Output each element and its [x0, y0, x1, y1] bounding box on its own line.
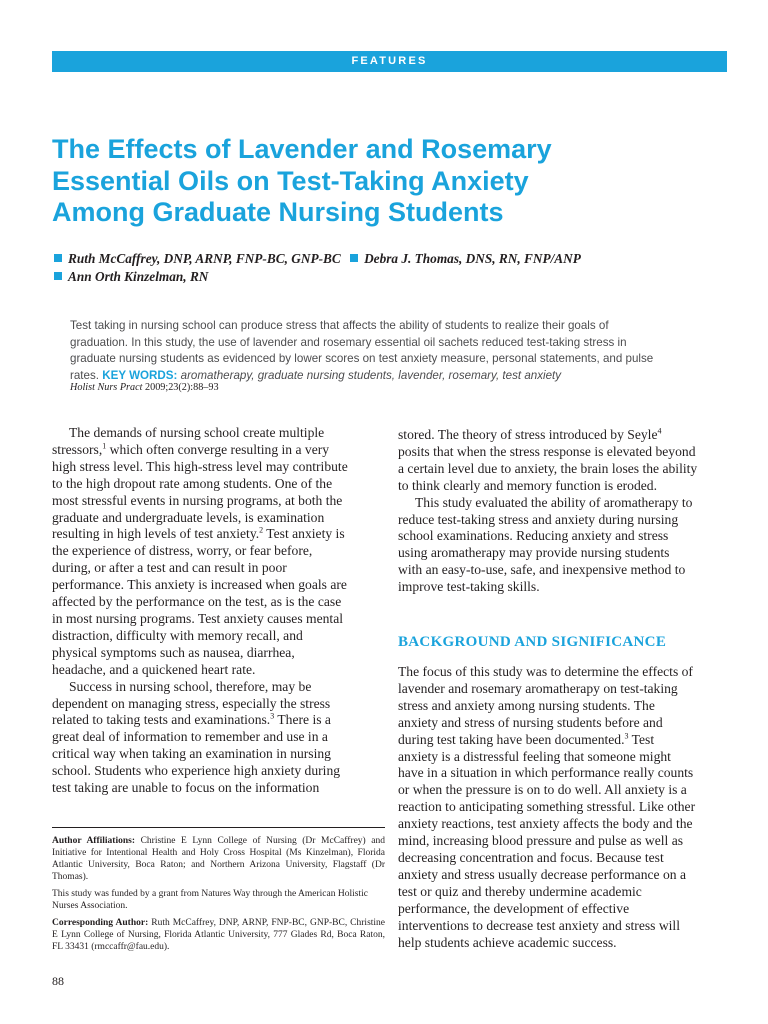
title-line: Essential Oils on Test-Taking Anxiety [52, 165, 529, 196]
body-line: during, or after a test and can result in poor [52, 560, 287, 576]
body-line: anxiety and stress usually decrease performance on a [398, 866, 686, 882]
abstract-line: graduation. In this study, the use of lavender and rosemary essential oil sachets reduced test-taking stress in [70, 335, 627, 349]
body-line: anxiety and stress of nursing students before and [398, 714, 663, 730]
reference-marker: 1 [102, 441, 107, 451]
title-line: Among Graduate Nursing Students [52, 197, 504, 227]
body-line: reaction to anticipating something stressful. Like other [398, 799, 696, 815]
journal-name: Holist Nurs Pract [70, 382, 143, 393]
footnote-label: Corresponding Author: [52, 918, 149, 928]
body-line: school. Students who experience high anxiety during [52, 763, 341, 779]
body-line: lavender and rosemary aromatherapy on test-taking [398, 680, 678, 696]
abstract [70, 318, 710, 384]
author-name: Ruth McCaffrey, DNP, ARNP, FNP-BC, GNP-BC [68, 251, 341, 266]
body-line: decreasing concentration and focus. Because test [398, 849, 664, 865]
left-column [52, 425, 348, 797]
body-line: a certain level due to anxiety, the brain loses the ability [398, 460, 698, 476]
abstract-line: graduate nursing students as evidenced by lower scores on test anxiety measure, personal statements, and pulse [70, 352, 654, 365]
body-line: reduce test-taking stress and anxiety during nursing [398, 511, 679, 527]
body-line: affected by the performance on the test, as is the case [52, 594, 342, 610]
body-line [52, 526, 348, 543]
body-line: physical symptoms such as nausea, diarrhea, [52, 644, 295, 660]
square-bullet-icon [54, 272, 62, 280]
square-bullet-icon [54, 254, 62, 262]
corresponding-author [52, 918, 385, 954]
body-line: test or quiz and thereby undermine academic [398, 883, 642, 899]
citation-details: 2009;23(2):88–93 [145, 382, 219, 393]
keywords-label: KEY WORDS: [102, 368, 178, 382]
body-line: dependent on managing stress, especially the stress [52, 695, 331, 711]
body-line: most stressful events in nursing programs, at both the [52, 492, 343, 508]
body-line: headache, and a quickened heart rate. [52, 661, 256, 677]
page-number: 88 [52, 974, 64, 988]
body-line: to the high dropout rate among students. One of the [52, 475, 333, 491]
body-line: to think clearly and memory function is eroded. [398, 477, 657, 493]
body-line: mind, increasing blood pressure and pulse as well as [398, 833, 684, 849]
body-line: with an easy-to-use, safe, and inexpensive method to [398, 562, 686, 578]
body-line: school examinations. Reducing anxiety and stress [398, 528, 669, 544]
author-list [54, 250, 734, 286]
body-line [52, 712, 348, 729]
body-line: in most nursing programs. Test anxiety causes mental [52, 610, 344, 626]
body-line: distraction, difficulty with memory recall, and [52, 627, 303, 643]
author-name: Ann Orth Kinzelman, RN [68, 269, 209, 284]
body-line: high stress level. This high-stress level may contribute [52, 458, 348, 474]
abstract-line: Test taking in nursing school can produce stress that affects the ability of students to realize their goals of [70, 319, 609, 332]
body-line: using aromatherapy may provide nursing students [398, 545, 670, 561]
body-line: or when the pressure is on to do well. All anxiety is a [398, 782, 687, 798]
body-line: test taking are unable to focus on the information [52, 780, 320, 796]
body-line: anxiety reactions, test anxiety affects the body and the [398, 816, 693, 832]
body-text: There is a [274, 712, 331, 728]
footnote-divider [52, 827, 385, 828]
body-text: which often converge resulting in a very [106, 441, 330, 457]
body-line: anxiety is a distressful feeling that someone might [398, 748, 671, 764]
footnote-text: Ruth McCaffrey, DNP, ARNP, FNP-BC, GNP-BC, Christine E Lynn College of Nursing, Florida Atlantic University, 777 Glades Rd, Boca Raton, FL 33431 (rmccaffr@fau.edu). [52, 918, 386, 952]
body-line [398, 427, 697, 444]
body-line: The focus of this study was to determine the effects of [398, 664, 693, 679]
body-text: resulting in high levels of test anxiety. [52, 526, 260, 542]
footnote-text: Christine E Lynn College of Nursing (Dr McCaffrey) and Initiative for Intentional Health and Holy Cross Hospital (Ms Kinzelman), Florida Atlantic University, Boca Raton; and Northern Arizona University, Flagstaff (Dr Thomas). [52, 836, 385, 882]
body-line: This study evaluated the ability of aromatherapy to [415, 494, 693, 510]
body-text: Test anxiety is [263, 526, 345, 542]
citation [70, 382, 219, 393]
body-text: stressors, [52, 441, 103, 457]
body-line: help students achieve academic success. [398, 934, 617, 950]
article-title [52, 134, 732, 229]
reference-marker: 3 [270, 711, 275, 721]
body-text: stored. The theory of stress introduced by Seyle [398, 427, 658, 442]
section-banner: FEATURES [52, 51, 727, 72]
body-line [398, 732, 695, 749]
right-column-section [398, 664, 695, 951]
section-heading: BACKGROUND AND SIGNIFICANCE [398, 634, 667, 650]
body-line: improve test-taking skills. [398, 579, 540, 595]
body-line: performance, the development of effective [398, 900, 630, 916]
body-line: performance. This anxiety is increased when goals are [52, 577, 347, 593]
body-line: have in a situation in which performance really counts [398, 765, 694, 781]
body-text: related to taking tests and examinations. [52, 712, 271, 728]
author-name: Debra J. Thomas, DNS, RN, FNP/ANP [364, 251, 581, 266]
body-line: posits that when the stress response is elevated beyond [398, 443, 696, 459]
body-line [52, 442, 348, 459]
abstract-text: rates. [70, 368, 99, 382]
body-line: stress and anxiety among nursing students. The [398, 697, 655, 713]
body-line: great deal of information to remember and use in a [52, 729, 328, 745]
body-line: graduate and undergraduate levels, is examination [52, 509, 325, 525]
square-bullet-icon [350, 254, 358, 262]
body-line: Success in nursing school, therefore, may be [69, 678, 312, 694]
reference-marker: 4 [657, 426, 662, 436]
reference-marker: 3 [624, 731, 629, 741]
keywords: aromatherapy, graduate nursing students, lavender, rosemary, test anxiety [180, 368, 562, 382]
body-line: The demands of nursing school create multiple [69, 425, 325, 440]
title-line: The Effects of Lavender and Rosemary [52, 134, 552, 164]
reference-marker: 2 [259, 525, 264, 535]
body-line: the experience of distress, worry, or fear before, [52, 543, 313, 559]
right-column [398, 427, 697, 596]
body-text: Test [628, 731, 655, 747]
body-line: critical way when taking an examination in nursing [52, 746, 331, 762]
author-affiliations [52, 836, 385, 884]
body-text: during test taking have been documented. [398, 731, 625, 747]
body-line: interventions to decrease test anxiety and stress will [398, 917, 680, 933]
funding-note: This study was funded by a grant from Natures Way through the American Holistic Nurses Association. [52, 889, 368, 911]
footnote-label: Author Affiliations: [52, 836, 135, 846]
